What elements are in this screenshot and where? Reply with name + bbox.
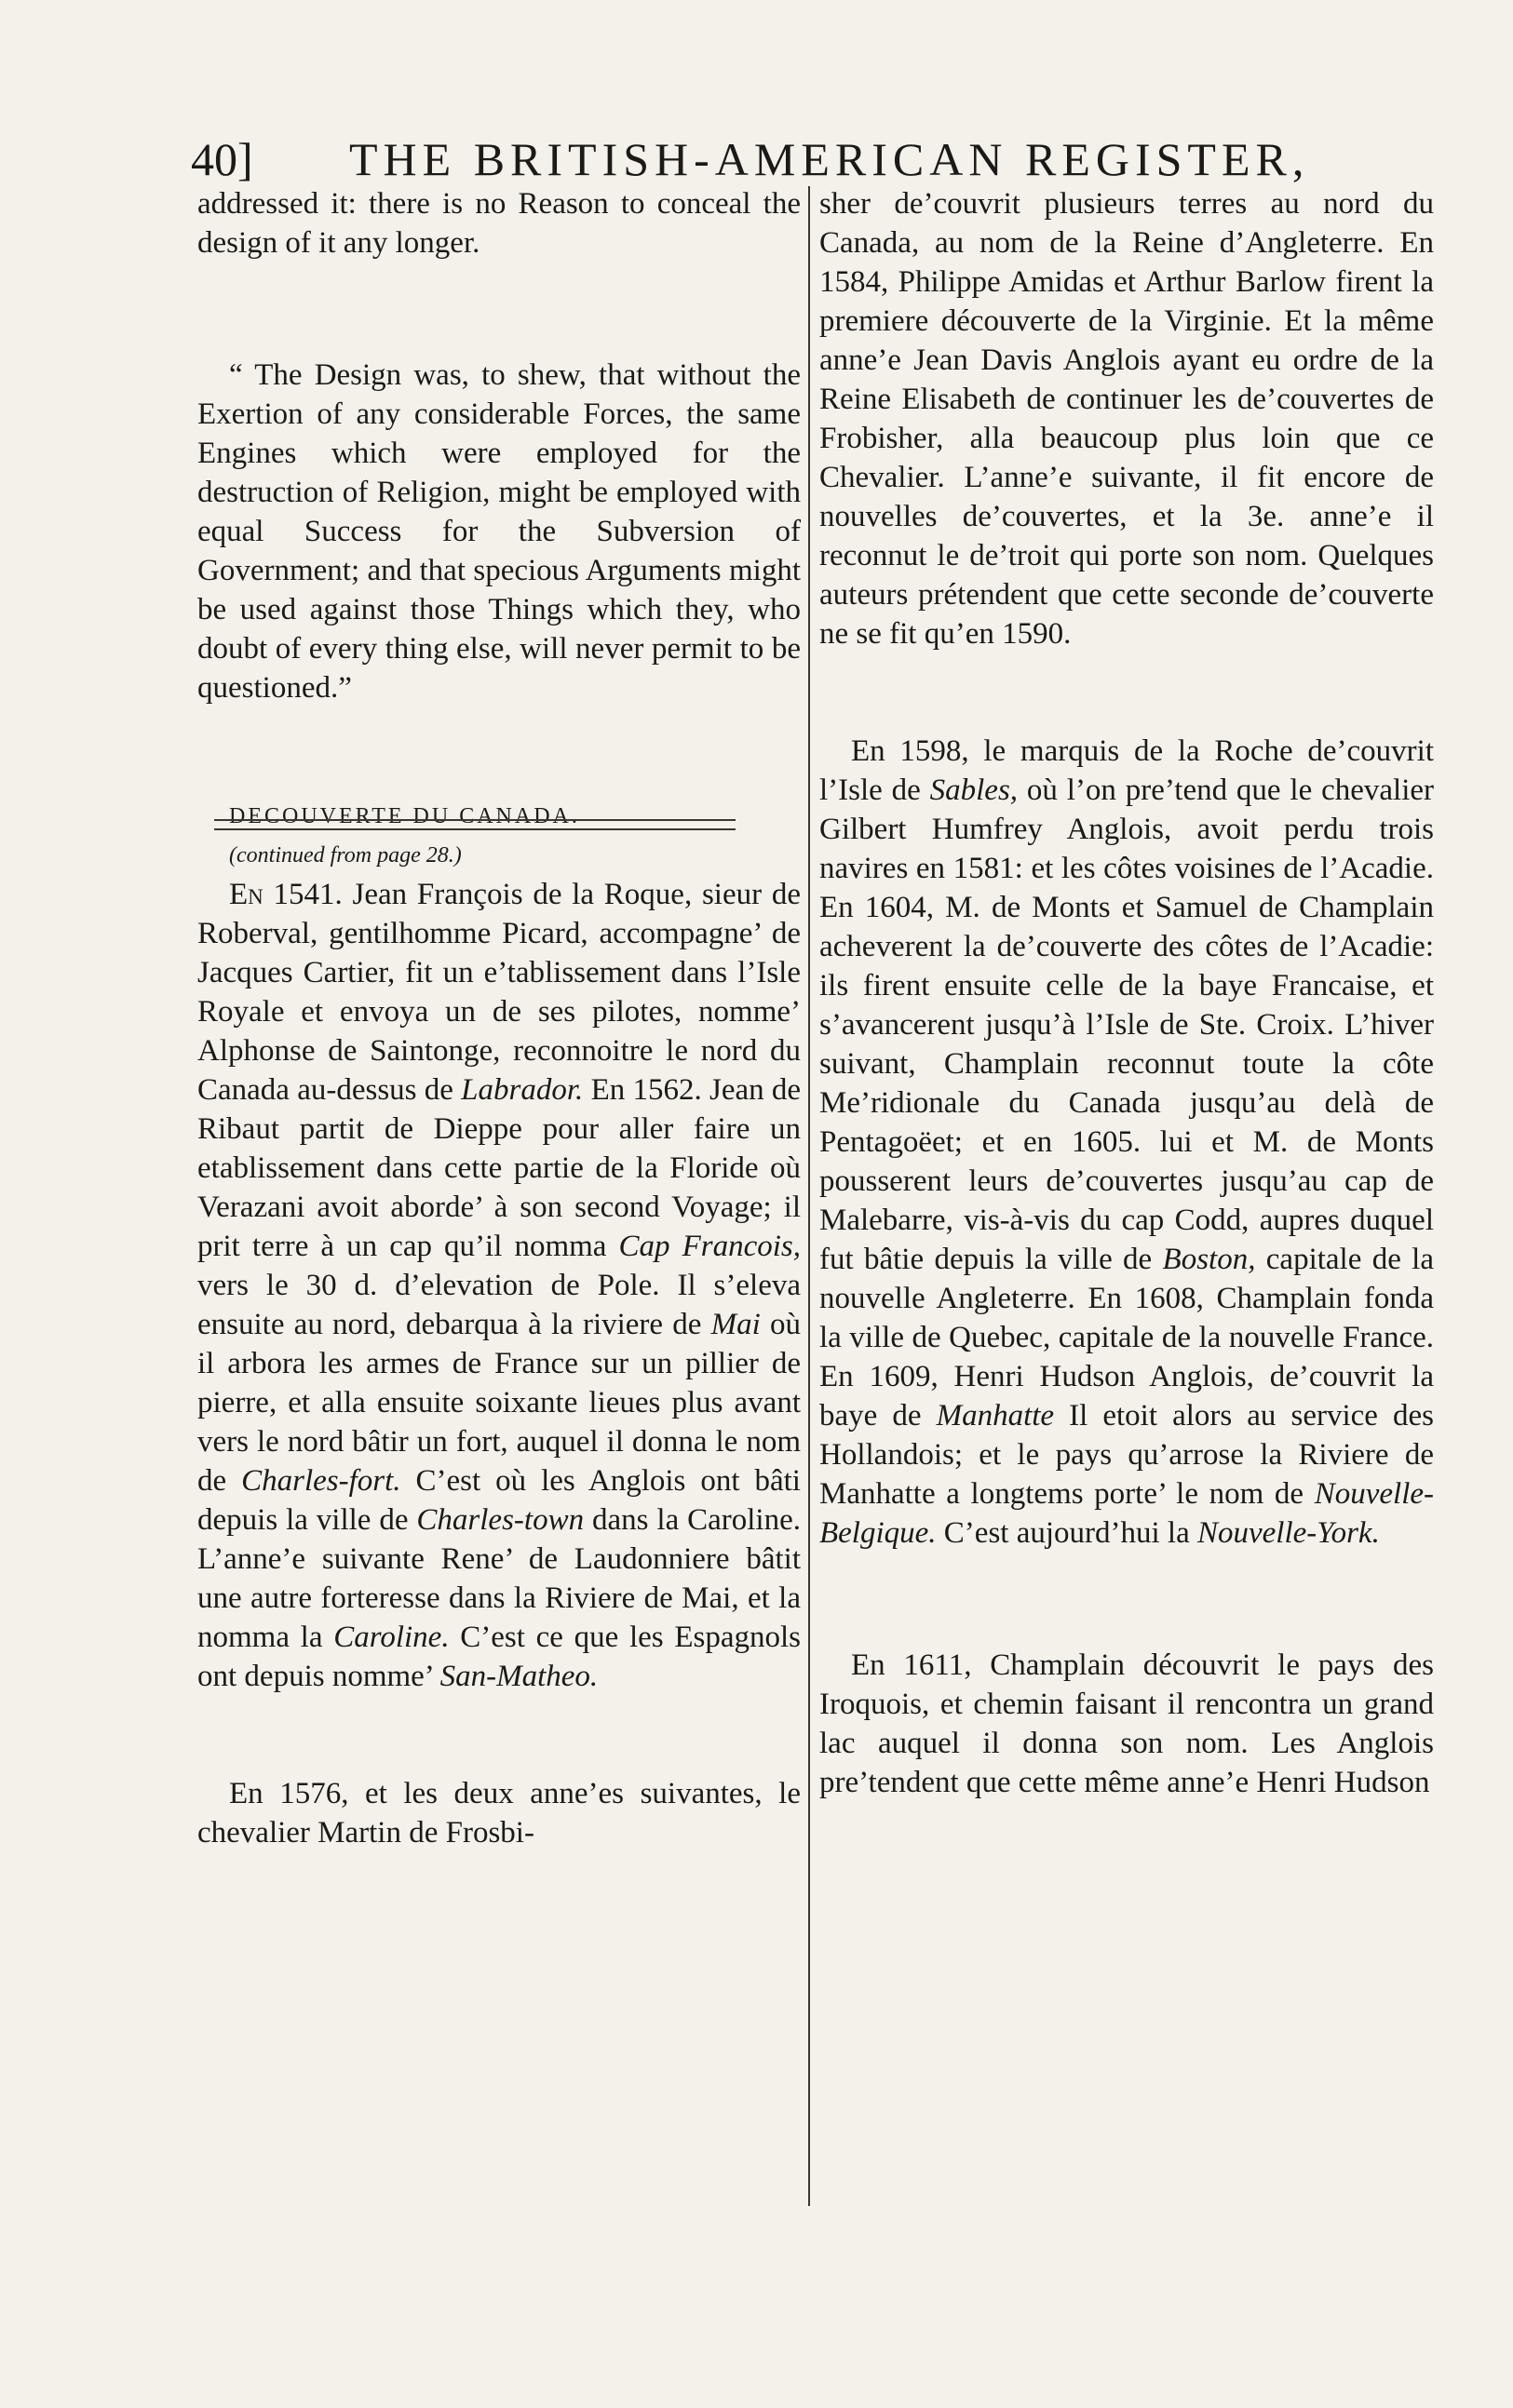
section-heading: DECOUVERTE DU CANADA. xyxy=(229,804,580,828)
right-carryover-text: sher de’couvrit plusieurs terres au nord du Canada, au nom de la Reine d’Angleterre. En 1584, Philippe Amidas et Arthur Barlow firent la premiere découverte de la Virginie. Et la même anne’e Jean Davis Anglois ayant eu ordre de la Reine Elisabeth de continuer les de’couvertes de Frobisher, alla beaucoup plus loin que ce Chevalier. L’anne’e suivante, il fit encore de nouvelles de’couvertes, et la 3e. anne’e il reconnut le de’troit qui porte son nom. Quelques auteurs prétendent que cette seconde de’couverte ne se fit qu’en 1590. xyxy=(819,187,1434,651)
paragraph-lead-word: En xyxy=(229,878,263,911)
quotation-paragraph: “ The Design was, to shew, that without the Exertion of any considerable Forces, the same Engines which were employed for the destruction of Religion, might be employed with equal Success for the Subversion of Government; and that specious Arguments might be used against those Things which they, who doubt of every thing else, will never permit to be questioned.” xyxy=(197,358,801,705)
italic-place-name: Sables, xyxy=(929,774,1019,807)
italic-place-name: Mai xyxy=(710,1308,761,1341)
text-run: où il arbora les armes de France sur un pillier de pierre, et alla ensuite soixante lieues plus avant vers le nord bâtir un fort, auquel il donna le nom de xyxy=(197,1308,801,1498)
italic-place-name: Cap Francois, xyxy=(618,1230,801,1263)
section-rule xyxy=(214,819,736,830)
left-carryover-text: addressed it: there is no Reason to conceal the design of it any longer. xyxy=(197,187,801,260)
italic-place-name: Charles-fort. xyxy=(241,1464,401,1498)
italic-place-name: Manhatte xyxy=(936,1399,1055,1433)
paragraph-1598 xyxy=(819,732,1434,1553)
running-title: THE BRITISH-AMERICAN REGISTER, xyxy=(349,133,1310,185)
page-number: 40] xyxy=(191,133,253,185)
left-column xyxy=(197,184,801,1852)
text-run: C’est ce que les Espagnols ont depuis nomme’ xyxy=(197,1621,801,1693)
section-continuation-note: (continued from page 28.) xyxy=(229,843,462,868)
italic-place-name: Labrador. xyxy=(461,1073,584,1107)
paragraph-1611: En 1611, Champlain découvrit le pays des Iroquois, et chemin faisant il rencontra un grand lac auquel il donna son nom. Les Anglois pre’tendent que cette même anne’e Henri Hudson xyxy=(819,1648,1434,1799)
italic-place-name: Boston, xyxy=(1162,1243,1256,1276)
italic-place-name: Nouvelle-Belgique. xyxy=(819,1477,1434,1550)
italic-place-name: Charles-town xyxy=(416,1503,585,1537)
text-run: C’est aujourd’hui la xyxy=(936,1516,1197,1550)
paragraph-1541 xyxy=(197,875,801,1696)
text-run: En 1562. Jean de Ribaut partit de Dieppe pour aller faire un etablissement dans cette partie de la Floride où Verazani avoit aborde’ à son second Voyage; il prit terre à un cap qu’il nomma xyxy=(197,1073,802,1263)
italic-place-name: San-Matheo. xyxy=(439,1660,599,1693)
text-run: capitale de la nouvelle Angleterre. En 1608, Champlain fonda la ville de Quebec, capitale de la nouvelle France. En 1609, Henri Hudson Anglois, de’couvrit la baye de xyxy=(819,1243,1434,1433)
right-column xyxy=(819,184,1434,1802)
text-run: Il etoit alors au service des Hollandois; et le pays qu’arrose la Riviere de Manhatte a longtems porte’ le nom de xyxy=(819,1399,1434,1511)
column-divider xyxy=(808,186,810,2206)
italic-place-name: Nouvelle-York. xyxy=(1196,1516,1380,1550)
paragraph-1576: En 1576, et les deux anne’es suivantes, le chevalier Martin de Frosbi- xyxy=(197,1777,801,1850)
italic-place-name: Caroline. xyxy=(333,1621,450,1654)
text-run: vers le 30 d. d’elevation de Pole. Il s’eleva ensuite au nord, debarqua à la riviere de xyxy=(197,1269,801,1341)
text-run: En 1598, le marquis de la Roche de’couvrit l’Isle de xyxy=(819,734,1434,807)
text-run: C’est où les Anglois ont bâti depuis la ville de xyxy=(197,1464,801,1537)
text-run: dans la Caroline. L’anne’e suivante Rene’ de Laudonniere bâtit une autre forteresse dans la Riviere de Mai, et la nomma la xyxy=(197,1503,801,1654)
text-run: 1541. Jean François de la Roque, sieur de Roberval, gentilhomme Picard, accompagne’ de Jacques Cartier, fit un e’tablissement dans l’Isle Royale et envoya un de ses pilotes, nomme’ Alphonse de Saintonge, reconnoitre le nord du Canada au-dessus de xyxy=(197,878,801,1107)
text-run: où l’on pre’tend que le chevalier Gilbert Humfrey Anglois, avoit perdu trois navires en 1581: et les côtes voisines de l’Acadie. En 1604, M. de Monts et Samuel de Champlain acheverent la de’couverte des côtes de l’Acadie: ils firent ensuite celle de la baye Francaise, et s’avancerent jusqu’à l’Isle de Ste. Croix. L’hiver suivant, Champlain reconnut toute la côte Me’ridionale du Canada jusqu’au delà de Pentagoëet; et en 1605. lui et M. de Monts pousserent leurs de’couvertes jusqu’au cap de Malebarre, vis-à-vis du cap Codd, aupres duquel fut bâtie depuis la ville de xyxy=(819,774,1434,1276)
